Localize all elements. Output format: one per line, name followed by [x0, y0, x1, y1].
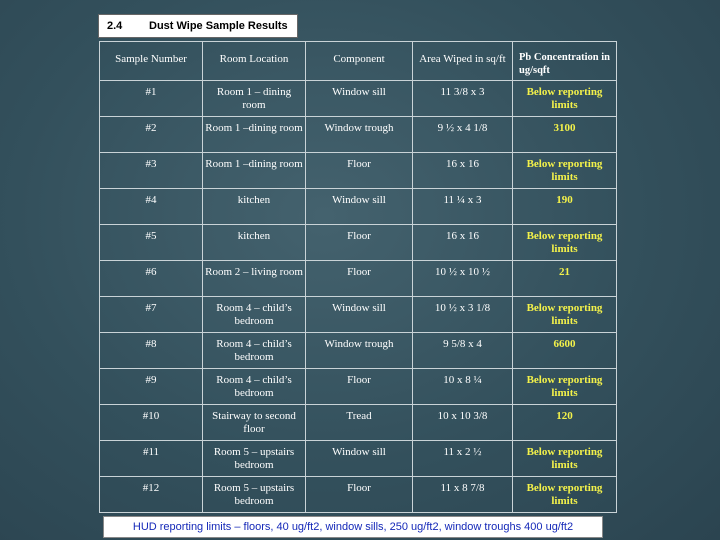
- cell-room-location: kitchen: [203, 189, 306, 225]
- cell-room-location: Room 1 –dining room: [203, 117, 306, 153]
- table-row: [100, 189, 617, 225]
- table-row: [100, 333, 617, 369]
- cell-component: Floor: [306, 153, 413, 189]
- table-row: [100, 225, 617, 261]
- cell-component: Window trough: [306, 117, 413, 153]
- cell-component: Window sill: [306, 81, 413, 117]
- cell-pb-concentration: Below reporting limits: [513, 297, 617, 333]
- cell-sample-number: #5: [100, 225, 203, 261]
- cell-pb-concentration: Below reporting limits: [513, 369, 617, 405]
- cell-pb-concentration: 120: [513, 405, 617, 441]
- title-text: Dust Wipe Sample Results: [149, 20, 288, 32]
- cell-component: Floor: [306, 225, 413, 261]
- table-row: [100, 153, 617, 189]
- results-table: [99, 41, 617, 513]
- cell-component: Window sill: [306, 297, 413, 333]
- cell-pb-concentration: 21: [513, 261, 617, 297]
- cell-room-location: Stairway to second floor: [203, 405, 306, 441]
- cell-pb-concentration: 3100: [513, 117, 617, 153]
- cell-room-location: Room 1 – dining room: [203, 81, 306, 117]
- cell-room-location: kitchen: [203, 225, 306, 261]
- table-row: [100, 369, 617, 405]
- cell-room-location: Room 4 – child’s bedroom: [203, 333, 306, 369]
- cell-sample-number: #10: [100, 405, 203, 441]
- cell-component: Window sill: [306, 189, 413, 225]
- cell-area-wiped: 10 ½ x 10 ½: [413, 261, 513, 297]
- cell-sample-number: #2: [100, 117, 203, 153]
- cell-area-wiped: 10 x 10 3/8: [413, 405, 513, 441]
- cell-area-wiped: 11 x 2 ½: [413, 441, 513, 477]
- cell-sample-number: #12: [100, 477, 203, 513]
- cell-area-wiped: 16 x 16: [413, 153, 513, 189]
- cell-pb-concentration: Below reporting limits: [513, 225, 617, 261]
- results-table-body: [100, 42, 617, 513]
- table-row: [100, 477, 617, 513]
- cell-area-wiped: 11 ¼ x 3: [413, 189, 513, 225]
- cell-area-wiped: 11 3/8 x 3: [413, 81, 513, 117]
- section-number: 2.4: [107, 20, 123, 32]
- cell-pb-concentration: Below reporting limits: [513, 477, 617, 513]
- header-row: [100, 42, 617, 81]
- header-area-wiped: Area Wiped in sq/ft: [413, 42, 513, 81]
- cell-area-wiped: 16 x 16: [413, 225, 513, 261]
- table-row: [100, 261, 617, 297]
- cell-pb-concentration: 6600: [513, 333, 617, 369]
- cell-pb-concentration: Below reporting limits: [513, 441, 617, 477]
- cell-sample-number: #3: [100, 153, 203, 189]
- cell-area-wiped: 9 ½ x 4 1/8: [413, 117, 513, 153]
- cell-room-location: Room 2 – living room: [203, 261, 306, 297]
- header-room-location: Room Location: [203, 42, 306, 81]
- cell-component: Window sill: [306, 441, 413, 477]
- cell-room-location: Room 1 –dining room: [203, 153, 306, 189]
- table-row: [100, 81, 617, 117]
- cell-component: Window trough: [306, 333, 413, 369]
- cell-sample-number: #6: [100, 261, 203, 297]
- table-row: [100, 405, 617, 441]
- table-row: [100, 117, 617, 153]
- cell-sample-number: #11: [100, 441, 203, 477]
- header-sample-number: Sample Number: [100, 42, 203, 81]
- cell-room-location: Room 5 – upstairs bedroom: [203, 477, 306, 513]
- cell-sample-number: #1: [100, 81, 203, 117]
- cell-area-wiped: 9 5/8 x 4: [413, 333, 513, 369]
- cell-component: Floor: [306, 477, 413, 513]
- cell-pb-concentration: Below reporting limits: [513, 81, 617, 117]
- cell-component: Tread: [306, 405, 413, 441]
- cell-component: Floor: [306, 261, 413, 297]
- cell-area-wiped: 10 x 8 ¼: [413, 369, 513, 405]
- table-row: [100, 441, 617, 477]
- cell-sample-number: #7: [100, 297, 203, 333]
- cell-sample-number: #9: [100, 369, 203, 405]
- cell-pb-concentration: 190: [513, 189, 617, 225]
- header-component: Component: [306, 42, 413, 81]
- cell-component: Floor: [306, 369, 413, 405]
- header-pb-concentration: Pb Concentration in ug/sqft: [513, 42, 617, 81]
- cell-sample-number: #8: [100, 333, 203, 369]
- cell-area-wiped: 10 ½ x 3 1/8: [413, 297, 513, 333]
- slide-title: [98, 14, 298, 38]
- cell-area-wiped: 11 x 8 7/8: [413, 477, 513, 513]
- cell-pb-concentration: Below reporting limits: [513, 153, 617, 189]
- hud-limits-note: HUD reporting limits – floors, 40 ug/ft2, window sills, 250 ug/ft2, window troughs 400 ug/ft2: [103, 516, 603, 538]
- cell-room-location: Room 4 – child’s bedroom: [203, 297, 306, 333]
- cell-room-location: Room 5 – upstairs bedroom: [203, 441, 306, 477]
- table-row: [100, 297, 617, 333]
- cell-sample-number: #4: [100, 189, 203, 225]
- cell-room-location: Room 4 – child’s bedroom: [203, 369, 306, 405]
